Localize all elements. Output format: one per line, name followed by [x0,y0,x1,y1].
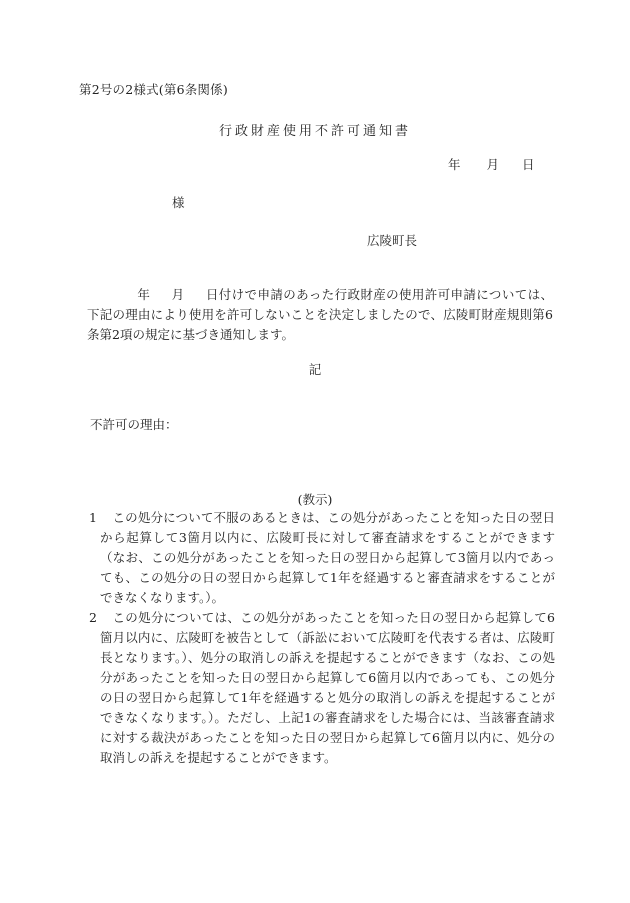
issue-date-year: 年 [448,157,461,172]
instruction-heading: (教示) [297,492,333,507]
instruction-number: 1 [89,510,97,525]
reason-label: 不許可の理由： [90,417,178,432]
instruction-text: この処分について不服のあるときは、この処分があったことを知った日の翌日から起算して3箇月以内に、広陵町長に対して審査請求をすることができます（なお、この処分があったことを知った日の翌日から起算して3箇月以内であっても、この処分の日の翌日から起算して1年を経過すると審査請求をすることができなくなります。）。 [100,510,555,605]
form-label: 第2号の2様式(第6条関係) [79,82,228,97]
instruction-list [89,508,555,768]
body-text: 日付けで申請のあった行政財産の使用許可申請については、下記の理由により使用を許可しないことを決定しましたので、広陵町財産規則第6条第2項の規定に基づき通知します。 [87,287,553,342]
notice-body-paragraph [87,285,553,345]
document-title: 行政財産使用不許可通知書 [218,124,411,139]
instruction-item [89,508,555,608]
ki-heading: 記 [308,362,322,377]
instruction-text: この処分については、この処分があったことを知った日の翌日から起算して6箇月以内に、広陵町を被告として（訴訟において広陵町を代表する者は、広陵町長となります。）、処分の取消しの訴えを提起することができます（なお、この処分があったことを知った日の翌日から起算して6箇月以内であっても、この処分の日の翌日から起算して1年を経過すると処分の取消しの訴えを提起することができなくなります。）。ただし、上記1の審査請求をした場合には、当該審査請求に対する裁決があったことを知った日の翌日から起算して6箇月以内に、処分の取消しの訴えを提起することができます。 [100,610,555,765]
recipient-suffix: 様 [172,195,185,210]
issue-date [448,155,535,173]
issue-date-day: 日 [522,157,535,172]
application-date-year: 年 [137,287,151,302]
instruction-item [89,608,555,768]
instruction-number: 2 [89,610,97,625]
sender-name: 広陵町長 [367,233,418,248]
issue-date-month: 月 [486,157,500,172]
application-date-month: 月 [171,287,185,302]
